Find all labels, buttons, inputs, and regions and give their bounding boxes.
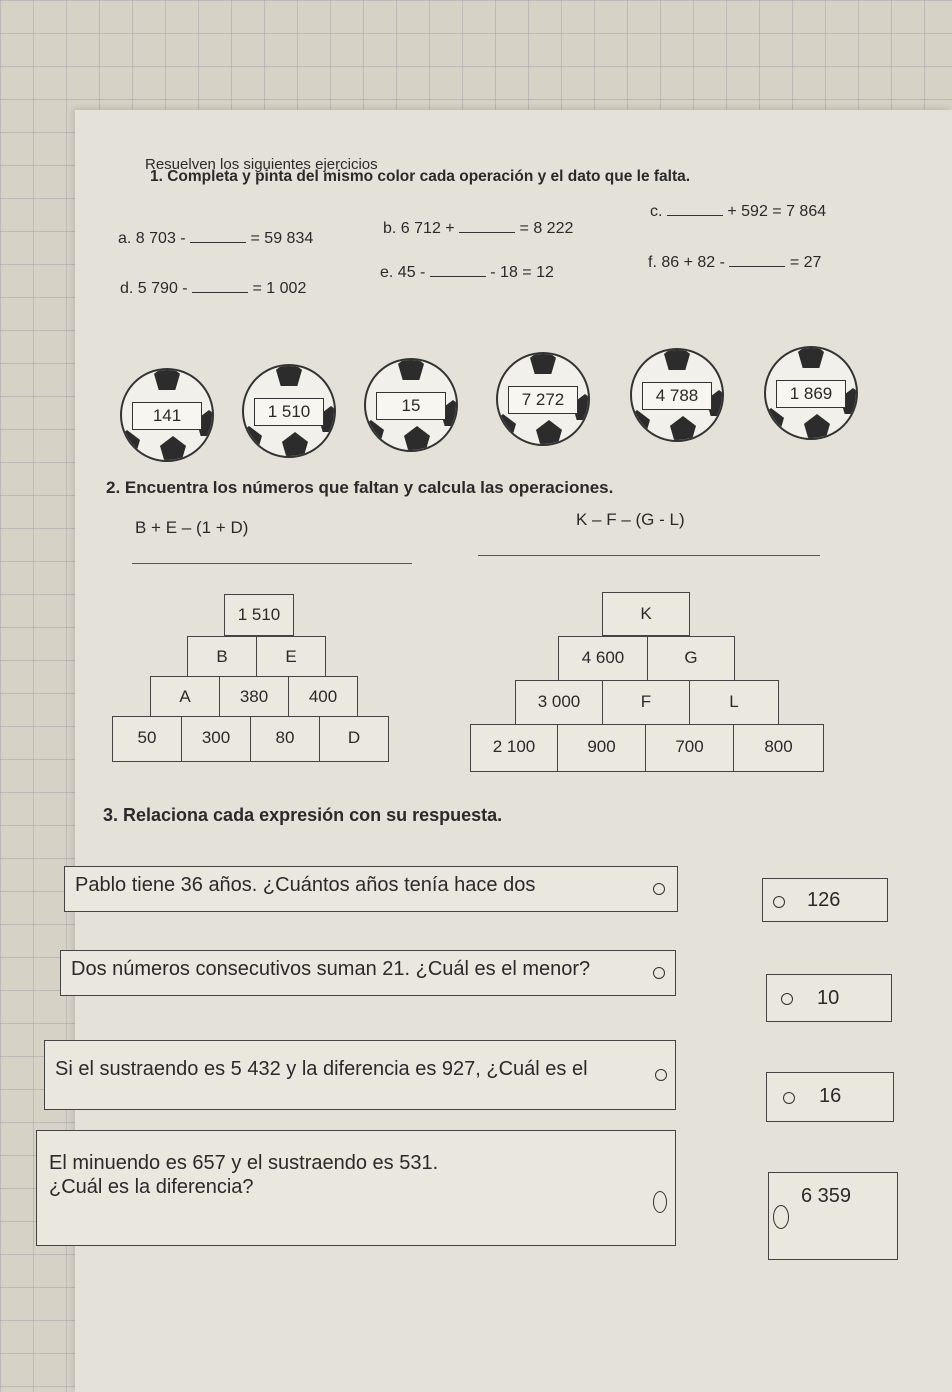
soccer-ball-5[interactable] bbox=[630, 348, 724, 442]
exercise-2-title: 2. Encuentra los números que faltan y calcula las operaciones. bbox=[106, 478, 614, 497]
question-3[interactable] bbox=[44, 1040, 676, 1110]
answer-3[interactable] bbox=[766, 1072, 894, 1122]
answer-1[interactable] bbox=[762, 878, 888, 922]
question-2-text: Dos números consecutivos suman 21. ¿Cuál es el menor? bbox=[71, 958, 591, 980]
answer-1-dot-icon[interactable] bbox=[773, 896, 785, 908]
ball-patch-icon bbox=[398, 358, 424, 380]
operation-b-blank[interactable] bbox=[459, 218, 515, 233]
ball-patch-icon bbox=[276, 364, 302, 386]
question-1-dot-icon[interactable] bbox=[653, 883, 665, 895]
pyramid-right-top[interactable]: K bbox=[602, 592, 690, 636]
exercise-3-title: 3. Relaciona cada expresión con su respuesta. bbox=[103, 805, 503, 825]
operation-b-letter: b. bbox=[383, 220, 397, 237]
instructions-text: Resuelven los siguientes ejercicios bbox=[145, 156, 378, 173]
answer-2-dot-icon[interactable] bbox=[781, 993, 793, 1005]
operation-f-letter: f. bbox=[648, 254, 657, 271]
operation-d-left: 5 790 - bbox=[137, 280, 188, 297]
operation-a-letter: a. bbox=[118, 230, 132, 247]
answer-4-text: 6 359 bbox=[801, 1185, 852, 1207]
operation-c-right: + 592 = 7 864 bbox=[727, 203, 827, 220]
soccer-ball-4[interactable] bbox=[496, 352, 590, 446]
operation-e-letter: e. bbox=[380, 264, 394, 281]
question-1-text: Pablo tiene 36 años. ¿Cuántos años tenía hace dos bbox=[75, 874, 536, 896]
operation-f-left: 86 + 82 - bbox=[661, 254, 725, 271]
soccer-ball-1-label: 141 bbox=[132, 402, 202, 430]
soccer-ball-2-label: 1 510 bbox=[254, 398, 324, 426]
pyramid-left-cell[interactable]: 80 bbox=[250, 716, 320, 762]
pyramid-left-cell[interactable]: A bbox=[150, 676, 220, 718]
operation-f-blank[interactable] bbox=[729, 252, 785, 267]
operation-a-right: = 59 834 bbox=[250, 230, 314, 247]
pyramid-left-cell[interactable]: B bbox=[187, 636, 257, 678]
ball-patch-icon bbox=[670, 416, 696, 442]
question-3-text: Si el sustraendo es 5 432 y la diferencia es 927, ¿Cuál es el bbox=[55, 1058, 588, 1080]
soccer-ball-4-label: 7 272 bbox=[508, 386, 578, 414]
operation-b-left: 6 712 + bbox=[400, 220, 455, 237]
answer-3-text: 16 bbox=[819, 1085, 842, 1107]
answer-4-dot-icon[interactable] bbox=[773, 1205, 789, 1229]
ball-patch-icon bbox=[804, 414, 830, 440]
operation-d-blank[interactable] bbox=[192, 278, 248, 293]
operation-c bbox=[650, 201, 826, 221]
operation-c-blank[interactable] bbox=[667, 201, 723, 216]
operation-b bbox=[383, 218, 573, 238]
question-3-dot-icon[interactable] bbox=[655, 1069, 667, 1081]
pyramid-left-cell[interactable]: 50 bbox=[112, 716, 182, 762]
operation-a bbox=[118, 228, 313, 248]
pyramid-left-top[interactable]: 1 510 bbox=[224, 594, 294, 636]
operation-c-letter: c. bbox=[650, 203, 663, 220]
pyramid-left-cell[interactable]: 380 bbox=[219, 676, 289, 718]
operation-d-letter: d. bbox=[120, 280, 134, 297]
pyramid-right-cell[interactable]: 2 100 bbox=[470, 724, 558, 772]
answer-line-right[interactable] bbox=[478, 555, 820, 556]
answer-2-text: 10 bbox=[817, 987, 840, 1009]
operation-d bbox=[120, 278, 306, 298]
pyramid-right-cell[interactable]: F bbox=[602, 680, 690, 726]
answer-line-left[interactable] bbox=[132, 563, 412, 564]
pyramid-left-cell[interactable]: E bbox=[256, 636, 326, 678]
pyramid-right-cell[interactable]: G bbox=[647, 636, 735, 682]
ball-patch-icon bbox=[530, 352, 556, 374]
ball-patch-icon bbox=[798, 346, 824, 368]
answer-4[interactable] bbox=[768, 1172, 898, 1260]
question-4-text: El minuendo es 657 y el sustraendo es 531. ¿Cuál es la diferencia? bbox=[49, 1152, 439, 1198]
operation-d-right: = 1 002 bbox=[252, 280, 307, 297]
answer-2[interactable] bbox=[766, 974, 892, 1022]
pyramid-left-cell[interactable]: 300 bbox=[181, 716, 251, 762]
soccer-ball-3[interactable] bbox=[364, 358, 458, 452]
soccer-ball-3-label: 15 bbox=[376, 392, 446, 420]
ball-patch-icon bbox=[160, 436, 186, 462]
operation-e-right: - 18 = 12 bbox=[490, 264, 554, 281]
pyramid-right-cell[interactable]: 4 600 bbox=[558, 636, 648, 682]
expression-right: K – F – (G - L) bbox=[576, 510, 685, 529]
question-4[interactable] bbox=[36, 1130, 676, 1246]
soccer-ball-1[interactable] bbox=[120, 368, 214, 462]
pyramid-left-cell[interactable]: 400 bbox=[288, 676, 358, 718]
question-1[interactable] bbox=[64, 866, 678, 912]
operation-a-blank[interactable] bbox=[190, 228, 246, 243]
ball-patch-icon bbox=[154, 368, 180, 390]
pyramid-right-cell[interactable]: 700 bbox=[645, 724, 734, 772]
soccer-ball-6-label: 1 869 bbox=[776, 380, 846, 408]
soccer-ball-5-label: 4 788 bbox=[642, 382, 712, 410]
soccer-ball-6[interactable] bbox=[764, 346, 858, 440]
operation-f-right: = 27 bbox=[789, 254, 822, 271]
answer-1-text: 126 bbox=[807, 889, 841, 911]
operation-e bbox=[380, 262, 554, 282]
question-2-dot-icon[interactable] bbox=[653, 967, 665, 979]
pyramid-right-cell[interactable]: 3 000 bbox=[515, 680, 603, 726]
ball-patch-icon bbox=[404, 426, 430, 452]
ball-patch-icon bbox=[664, 348, 690, 370]
operation-e-blank[interactable] bbox=[430, 262, 486, 277]
operation-b-right: = 8 222 bbox=[519, 220, 574, 237]
operation-e-left: 45 - bbox=[397, 264, 426, 281]
ball-patch-icon bbox=[282, 432, 308, 458]
operation-f bbox=[648, 252, 821, 272]
pyramid-right-cell[interactable]: 900 bbox=[557, 724, 646, 772]
pyramid-right-cell[interactable]: L bbox=[689, 680, 779, 726]
pyramid-right-cell[interactable]: 800 bbox=[733, 724, 824, 772]
soccer-ball-2[interactable] bbox=[242, 364, 336, 458]
question-4-dot-icon[interactable] bbox=[653, 1191, 667, 1213]
exercise-1-title: 1. Completa y pinta del mismo color cada operación y el dato que le falta. bbox=[150, 168, 691, 185]
ball-patch-icon bbox=[536, 420, 562, 446]
expression-left: B + E – (1 + D) bbox=[135, 518, 249, 537]
operation-a-left: 8 703 - bbox=[135, 230, 186, 247]
question-2[interactable] bbox=[60, 950, 676, 996]
pyramid-left-cell[interactable]: D bbox=[319, 716, 389, 762]
answer-3-dot-icon[interactable] bbox=[783, 1092, 795, 1104]
